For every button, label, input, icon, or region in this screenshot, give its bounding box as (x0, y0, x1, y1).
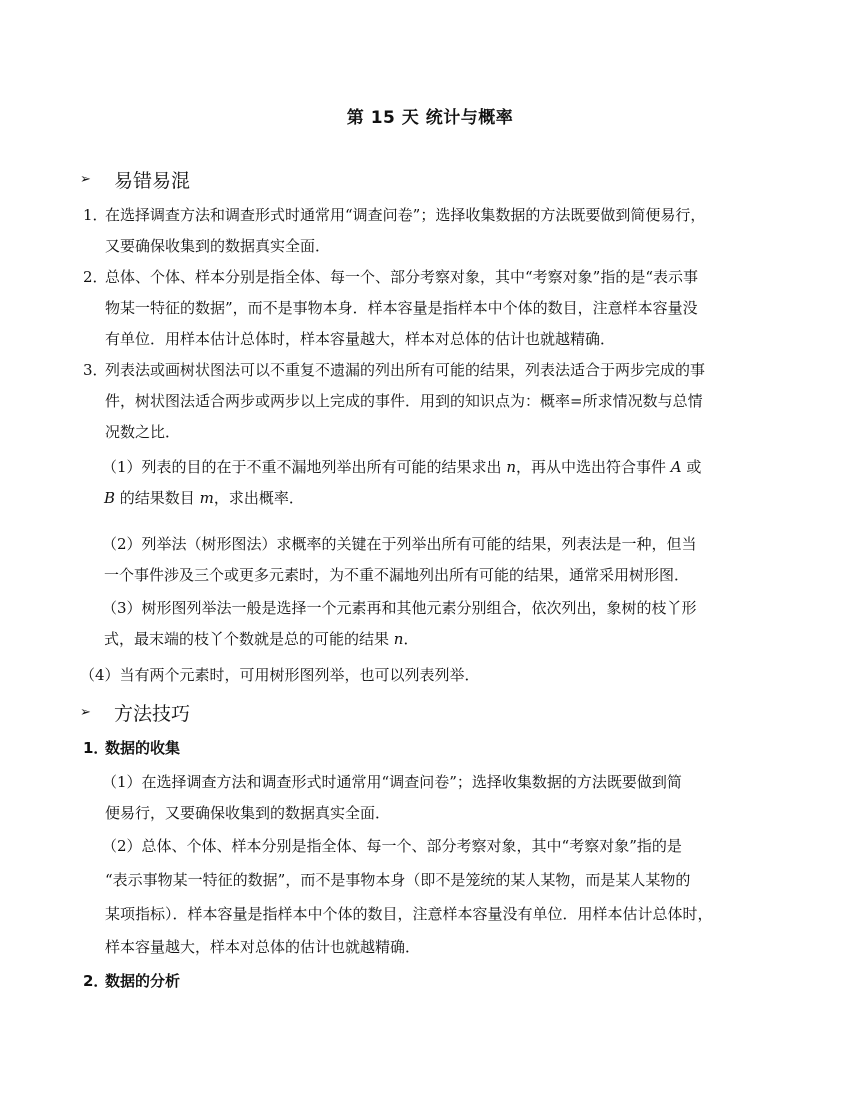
page-title: 第 15 天 统计与概率 (346, 108, 514, 128)
paragraph-line (83, 360, 705, 380)
paragraph-line: 一个事件涉及三个或更多元素时，为不重不漏地列出所有可能的结果，通常采用树形图． (104, 566, 690, 584)
section-heading-label: 方法技巧 (114, 703, 191, 725)
paragraph-line: 便易行，又要确保收集到的数据真实全面． (105, 804, 391, 822)
arrow-bullet-icon: ➢ (80, 705, 91, 720)
math-variable: B (104, 489, 116, 507)
list-number: 2． (83, 972, 109, 990)
math-variable: n (393, 630, 404, 648)
paragraph-line: （2）总体、个体、样本分别是指全体、每一个、部分考察对象，其中“考察对象”指的是 (102, 837, 682, 855)
subsection-heading (83, 971, 180, 991)
paragraph-line: 某项指标）．样本容量是指样本中个体的数目，注意样本容量没有单位．用样本估计总体时， (105, 905, 713, 923)
paragraph-text: 在选择调查方法和调查形式时通常用“调查问卷”；选择收集数据的方法既要做到简便易行， (105, 206, 706, 224)
math-variable: n (506, 458, 516, 476)
math-variable: A (670, 458, 682, 476)
paragraph-line: 式，最末端的枝丫个数就是总的可能的结果 n． (104, 630, 419, 648)
section-heading-methods (80, 699, 190, 726)
paragraph-line (83, 267, 698, 287)
paragraph-text: 列表法或画树状图法可以不重复不遗漏的列出所有可能的结果，列表法适合于两步完成的事 (105, 361, 706, 379)
arrow-bullet-icon: ➢ (80, 172, 91, 187)
paragraph-line: 况数之比． (105, 423, 181, 441)
list-number: 3． (83, 361, 108, 379)
paragraph-line: 物某一特征的数据”，而不是事物本身．样本容量是指样本中个体的数目，注意样本容量没 (105, 299, 698, 317)
paragraph-line: 又要确保收集到的数据真实全面． (105, 237, 331, 255)
subsection-heading-text: 数据的分析 (105, 972, 181, 990)
paragraph-line: 有单位．用样本估计总体时，样本容量越大，样本对总体的估计也就越精确． (105, 330, 616, 348)
subsection-heading (83, 738, 180, 758)
paragraph-line: （3）树形图列举法一般是选择一个元素再和其他元素分别组合，依次列出，象树的枝丫形 (102, 599, 697, 617)
paragraph-line: 件，树状图法适合两步或两步以上完成的事件．用到的知识点为：概率=所求情况数与总情 (105, 392, 703, 410)
paragraph-line: （4）当有两个元素时，可用树形图列举，也可以列表列举． (80, 666, 480, 684)
paragraph-line: B 的结果数目 m，求出概率． (104, 489, 304, 507)
paragraph-line: 样本容量越大，样本对总体的估计也就越精确． (105, 938, 421, 956)
paragraph-line: （1）列表的目的在于不重不漏地列举出所有可能的结果求出 n，再从中选出符合事件 A 或 (102, 458, 702, 476)
paragraph-text: 总体、个体、样本分别是指全体、每一个、部分考察对象，其中“考察对象”指的是“表示事 (105, 268, 699, 286)
paragraph-line: “表示事物某一特征的数据”，而不是事物本身（即不是笼统的某人某物，而是某人某物的 (105, 871, 691, 889)
list-number: 1． (83, 739, 109, 757)
list-number: 1． (83, 206, 108, 224)
paragraph-line: （2）列举法（树形图法）求概率的关键在于列举出所有可能的结果，列表法是一种，但当 (102, 535, 697, 553)
section-heading-label: 易错易混 (114, 170, 191, 192)
section-heading-errors (80, 166, 190, 193)
math-variable: m (199, 489, 214, 507)
paragraph-line: （1）在选择调查方法和调查形式时通常用“调查问卷”；选择收集数据的方法既要做到简 (102, 773, 682, 791)
subsection-heading-text: 数据的收集 (105, 739, 181, 757)
list-number: 2． (83, 268, 108, 286)
paragraph-line (83, 205, 705, 225)
